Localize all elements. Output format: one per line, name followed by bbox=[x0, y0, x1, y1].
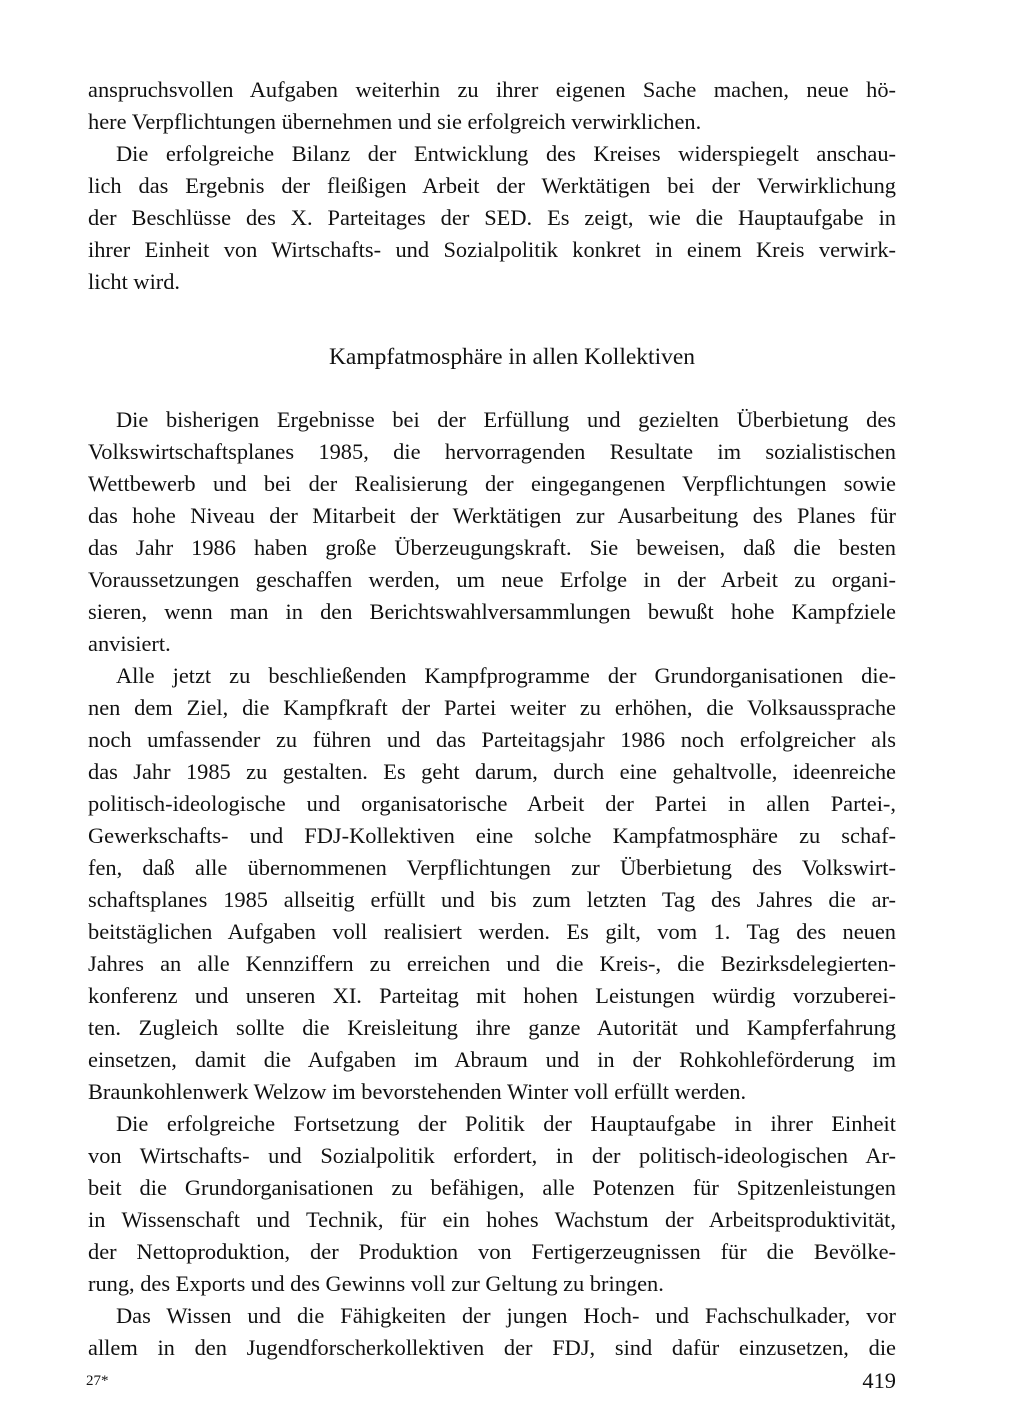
text-line: anvisiert. bbox=[88, 631, 171, 656]
text-line: politisch-ideologische und organisatorische Arbeit der Partei in allen Partei-, bbox=[88, 791, 896, 816]
text-line: Die bisherigen Ergebnisse bei der Erfüllung und gezielten Überbietung des bbox=[116, 407, 896, 432]
signature-mark: 27* bbox=[86, 1373, 109, 1389]
text-line: ihrer Einheit von Wirtschafts- und Sozialpolitik konkret in einem Kreis verwirk- bbox=[88, 237, 896, 262]
text-line: here Verpflichtungen übernehmen und sie erfolgreich verwirklichen. bbox=[88, 109, 702, 134]
text-line: der Nettoproduktion, der Produktion von Fertigerzeugnissen für die Bevölke- bbox=[88, 1239, 896, 1264]
text-line: anspruchsvollen Aufgaben weiterhin zu ihrer eigenen Sache machen, neue hö- bbox=[88, 77, 896, 102]
text-line: Jahres an alle Kennziffern zu erreichen und die Kreis-, die Bezirksdelegierten- bbox=[88, 951, 896, 976]
text-line: Das Wissen und die Fähigkeiten der jungen Hoch- und Fachschulkader, vor bbox=[116, 1303, 896, 1328]
text-line: beitstäglichen Aufgaben voll realisiert werden. Es gilt, vom 1. Tag des neuen bbox=[88, 919, 896, 944]
text-line: Gewerkschafts- und FDJ-Kollektiven eine solche Kampfatmosphäre zu schaf- bbox=[88, 823, 896, 848]
text-line: einsetzen, damit die Aufgaben im Abraum und in der Rohkohleförderung im bbox=[88, 1047, 896, 1072]
text-line: schaftsplanes 1985 allseitig erfüllt und bis zum letzten Tag des Jahres die ar- bbox=[88, 887, 896, 912]
text-line: der Beschlüsse des X. Parteitages der SED. Es zeigt, wie die Hauptaufgabe in bbox=[88, 205, 896, 230]
text-line: von Wirtschafts- und Sozialpolitik erfordert, in der politisch-ideologischen Ar- bbox=[88, 1143, 896, 1168]
text-line: sieren, wenn man in den Berichtswahlversammlungen bewußt hohe Kampfziele bbox=[88, 599, 896, 624]
section-heading: Kampfatmosphäre in allen Kollektiven bbox=[328, 344, 696, 370]
text-line: rung, des Exports und des Gewinns voll zur Geltung zu bringen. bbox=[88, 1271, 664, 1296]
text-line: beit die Grundorganisationen zu befähigen, alle Potenzen für Spitzenleistungen bbox=[88, 1175, 896, 1200]
text-line: allem in den Jugendforscherkollektiven der FDJ, sind dafür einzusetzen, die bbox=[88, 1335, 896, 1360]
text-line: Wettbewerb und bei der Realisierung der eingegangenen Verpflichtungen sowie bbox=[88, 471, 896, 496]
text-line: Braunkohlenwerk Welzow im bevorstehenden Winter voll erfüllt werden. bbox=[88, 1079, 747, 1104]
text-line: in Wissenschaft und Technik, für ein hohes Wachstum der Arbeitsproduktivität, bbox=[88, 1207, 896, 1232]
text-line: licht wird. bbox=[88, 269, 181, 294]
text-line: das hohe Niveau der Mitarbeit der Werktätigen zur Ausarbeitung des Planes für bbox=[88, 503, 896, 528]
text-line: Volkswirtschaftsplanes 1985, die hervorragenden Resultate im sozialistischen bbox=[88, 439, 896, 464]
text-line: das Jahr 1986 haben große Überzeugungskraft. Sie beweisen, daß die besten bbox=[88, 535, 896, 560]
text-line: noch umfassender zu führen und das Parteitagsjahr 1986 noch erfolgreicher als bbox=[88, 727, 896, 752]
text-line: das Jahr 1985 zu gestalten. Es geht darum, durch eine gehaltvolle, ideenreiche bbox=[88, 759, 896, 784]
text-line: Die erfolgreiche Fortsetzung der Politik der Hauptaufgabe in ihrer Einheit bbox=[116, 1111, 896, 1136]
text-line: fen, daß alle übernommenen Verpflichtungen zur Überbietung des Volkswirt- bbox=[88, 855, 896, 880]
text-line: Voraussetzungen geschaffen werden, um neue Erfolge in der Arbeit zu organi- bbox=[88, 567, 896, 592]
text-line: nen dem Ziel, die Kampfkraft der Partei weiter zu erhöhen, die Volksaussprache bbox=[88, 695, 896, 720]
text-line: lich das Ergebnis der fleißigen Arbeit der Werktätigen bei der Verwirklichung bbox=[88, 173, 896, 198]
page-number: 419 bbox=[862, 1368, 896, 1393]
text-line: Die erfolgreiche Bilanz der Entwicklung des Kreises widerspiegelt anschau- bbox=[116, 141, 896, 166]
text-line: ten. Zugleich sollte die Kreisleitung ihre ganze Autorität und Kampferfahrung bbox=[88, 1015, 896, 1040]
text-line: Alle jetzt zu beschließenden Kampfprogramme der Grundorganisationen die- bbox=[116, 663, 896, 688]
text-line: konferenz und unseren XI. Parteitag mit hohen Leistungen würdig vorzuberei- bbox=[88, 983, 896, 1008]
